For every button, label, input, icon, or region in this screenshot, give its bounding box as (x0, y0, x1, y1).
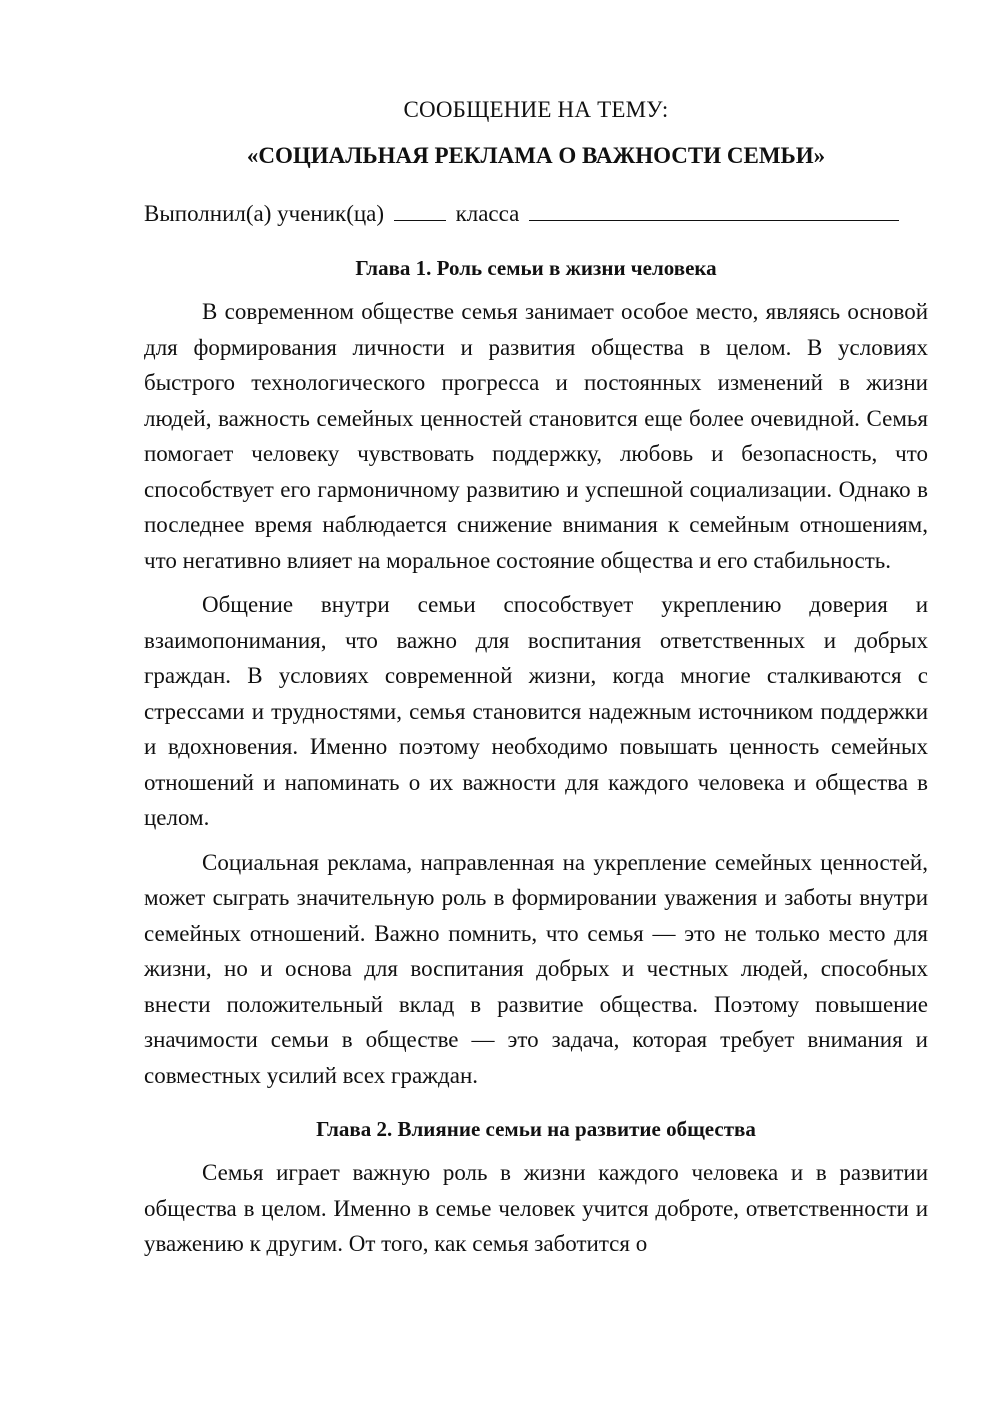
chapter-2 (144, 1111, 928, 1262)
class-number-blank (394, 198, 446, 221)
student-class-word: класса (455, 201, 520, 226)
title-line-2: «СОЦИАЛЬНАЯ РЕКЛАМА О ВАЖНОСТИ СЕМЬИ» (246, 143, 826, 168)
title-line-1: СООБЩЕНИЕ НА ТЕМУ: (403, 97, 669, 122)
chapter-1-heading: Глава 1. Роль семьи в жизни человека (355, 256, 717, 280)
student-name-blank (529, 198, 899, 221)
chapter-2-paragraph-1: Семья играет важную роль в жизни каждого человека и в развитии общества в целом. Именно в семье человек учится доброте, ответственности и уважению к другим. От того, как семья заботится о (144, 1160, 928, 1256)
student-prefix: Выполнил(а) ученик(ца) (144, 201, 385, 226)
chapter-1 (144, 250, 928, 1093)
student-info-line (144, 196, 928, 232)
chapter-2-heading: Глава 2. Влияние семьи на развитие общества (316, 1117, 756, 1141)
chapter-1-paragraph-1: В современном обществе семья занимает особое место, являясь основой для формирования личности и развития общества в целом. В условиях быстрого технологического прогресса и постоянных изменений в жизни людей, важность семейных ценностей становится еще более очевидной. Семья помогает человеку чувствовать поддержку, любовь и безопасность, что способствует его гармоничному развитию и успешной социализации. Однако в последнее время наблюдается снижение внимания к семейным отношениям, что негативно влияет на моральное состояние общества и его стабильность. (144, 299, 928, 573)
chapter-1-paragraph-2: Общение внутри семьи способствует укреплению доверия и взаимопонимания, что важно для воспитания ответственных и добрых граждан. В условиях современной жизни, когда многие сталкиваются с стрессами и трудностями, семья становится надежным источником поддержки и вдохновения. Именно поэтому необходимо повышать ценность семейных отношений и напоминать о их важности для каждого человека и общества в целом. (144, 592, 928, 830)
chapter-1-paragraph-3: Социальная реклама, направленная на укрепление семейных ценностей, может сыграть значительную роль в формировании уважения и заботы внутри семейных отношений. Важно помнить, что семья — это не только место для жизни, но и основа для воспитания добрых и честных людей, способных внести положительный вклад в развитие общества. Поэтому повышение значимости семьи в обществе — это задача, которая требует внимания и совместных усилий всех граждан. (144, 849, 928, 1088)
document-page (144, 92, 928, 1271)
